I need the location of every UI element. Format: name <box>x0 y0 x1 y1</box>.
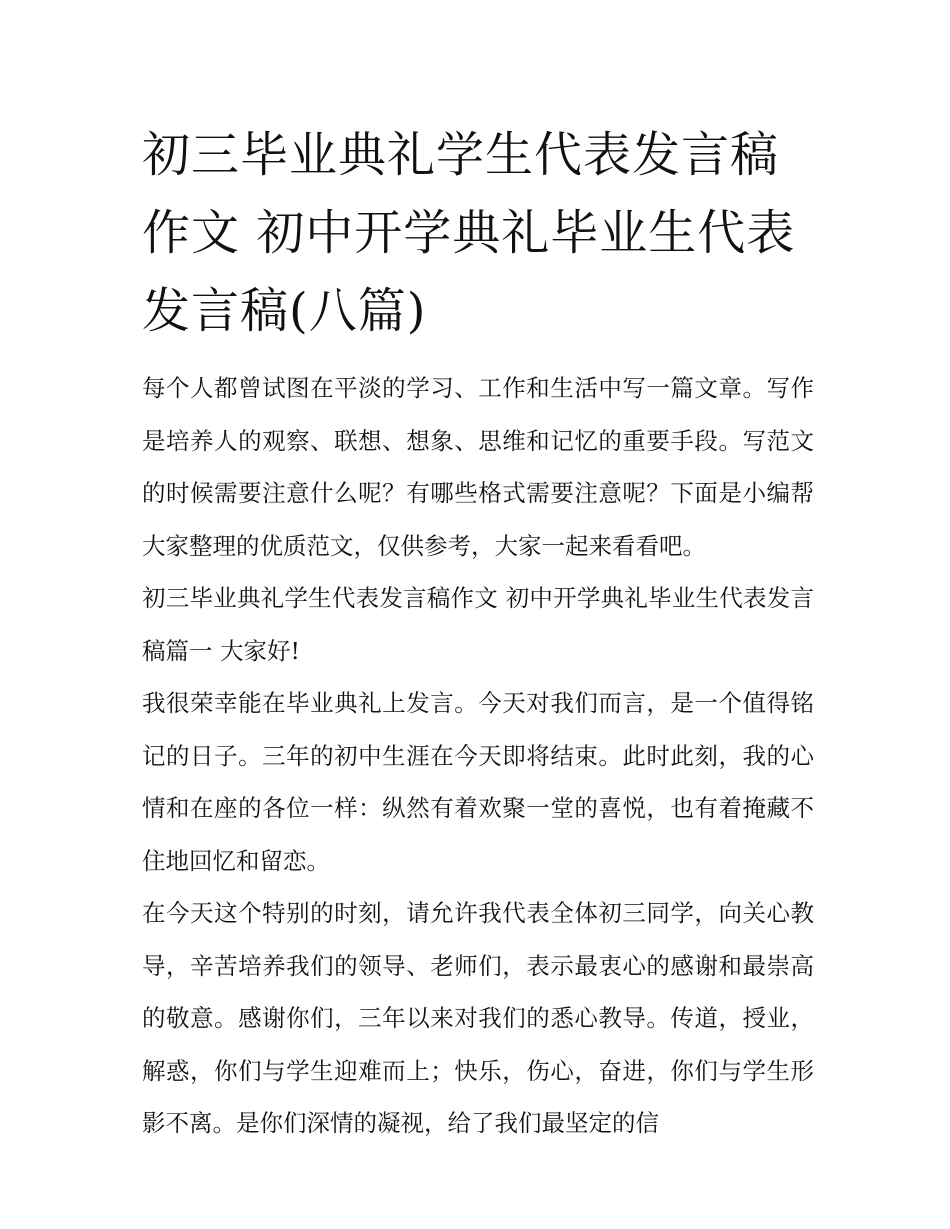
section-heading-paragraph: 初三毕业典礼学生代表发言稿作文 初中开学典礼毕业生代表发言稿篇一 大家好! <box>142 584 814 665</box>
document-content <box>142 116 814 1150</box>
document-title: 初三毕业典礼学生代表发言稿作文 初中开学典礼毕业生代表发言稿(八篇) <box>142 127 796 339</box>
body-paragraph-2: 在今天这个特别的时刻，请允许我代表全体初三同学，向关心教导，辛苦培养我们的领导、老师们，表示最衷心的感谢和最崇高的敬意。感谢你们，三年以来对我们的悉心教导。传道，授业，解惑，你们与学生迎难而上；快乐，伤心，奋进，你们与学生形影不离。是你们深情的凝视，给了我们最坚定的信 <box>142 899 814 1137</box>
intro-paragraph: 每个人都曾试图在平淡的学习、工作和生活中写一篇文章。写作是培养人的观察、联想、想象、思维和记忆的重要手段。写范文的时候需要注意什么呢？有哪些格式需要注意呢？下面是小编帮大家整理的优质范文，仅供参考，大家一起来看看吧。 <box>142 374 814 560</box>
body-paragraph-1: 我很荣幸能在毕业典礼上发言。今天对我们而言，是一个值得铭记的日子。三年的初中生涯在今天即将结束。此时此刻，我的心情和在座的各位一样：纵然有着欢聚一堂的喜悦，也有着掩藏不住地回忆和留恋。 <box>142 689 814 875</box>
document-body <box>142 362 814 1150</box>
